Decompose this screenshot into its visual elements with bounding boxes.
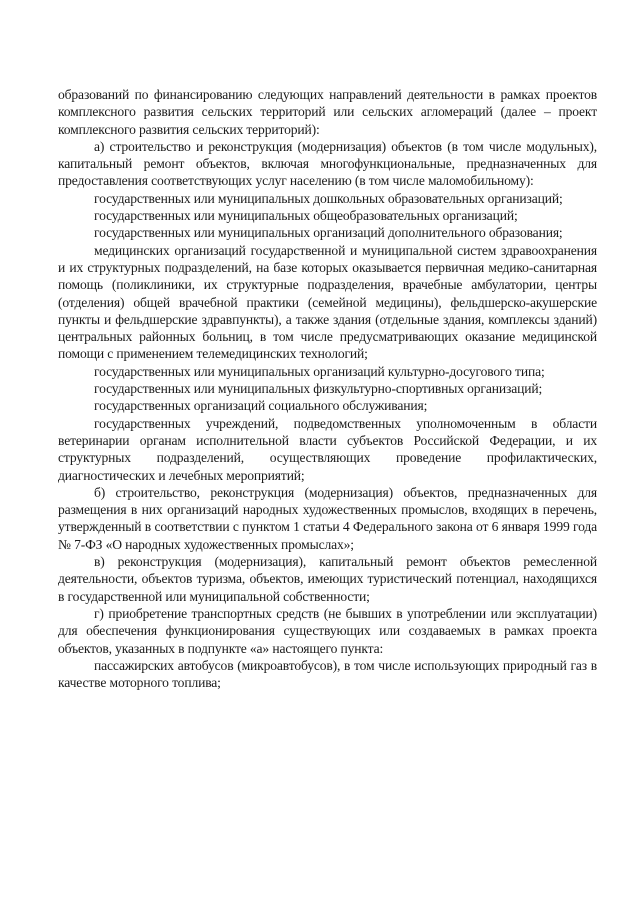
paragraph-7: государственных или муниципальных физкультурно-спортивных организаций; bbox=[94, 381, 543, 397]
document-text-body bbox=[58, 86, 597, 691]
paragraph-6: государственных или муниципальных организаций культурно-досугового типа; bbox=[94, 363, 545, 379]
paragraph-9: государственных учреждений, подведомственных уполномоченным в области ветеринарии органам исполнительной власти субъектов Российской Федерации, и их структурных подразделений, осуществляющих проведение профилактических, диагностических и лечебных мероприятий; bbox=[58, 415, 597, 483]
paragraph-4: государственных или муниципальных организаций дополнительного образования; bbox=[94, 225, 563, 241]
paragraph-5: медицинских организаций государственной и муниципальной систем здравоохранения и их структурных подразделений, на базе которых оказывается первичная медико-санитарная помощь (поликлиники, их структурные подразделения, врачебные амбулатории, центры (отделения) общей врачебной практики (семейной медицины), фельдшерско-акушерские пункты и фельдшерские здравпункты), а также здания (отдельные здания, комплексы зданий) центральных районных больниц, в том числе предусматривающих оказание медицинской помощи с применением телемедицинских технологий; bbox=[58, 242, 597, 362]
paragraph-2: государственных или муниципальных дошкольных образовательных организаций; bbox=[94, 190, 563, 206]
paragraph-3: государственных или муниципальных общеобразовательных организаций; bbox=[94, 208, 518, 224]
paragraph-10: б) строительство, реконструкция (модернизация) объектов, предназначенных для размещения в них организаций народных художественных промыслов, входящих в перечень, утвержденный в соответствии с пунктом 1 статьи 4 Федерального закона от 6 января 1999 года № 7-ФЗ «О народных художественных промыслах»; bbox=[58, 484, 597, 552]
paragraph-0: образований по финансированию следующих направлений деятельности в рамках проектов комплексного развития сельских территорий или сельских агломераций (далее – проект комплексного развития сельских территорий): bbox=[58, 87, 597, 137]
paragraph-13: пассажирских автобусов (микроавтобусов), в том числе использующих природный газ в качестве моторного топлива; bbox=[58, 657, 597, 691]
paragraph-11: в) реконструкция (модернизация), капитальный ремонт объектов ремесленной деятельности, объектов туризма, объектов, имеющих туристический потенциал, находящихся в государственной или муниципальной собственности; bbox=[58, 554, 597, 604]
paragraph-12: г) приобретение транспортных средств (не бывших в употреблении или эксплуатации) для обеспечения функционирования существующих или создаваемых в рамках проекта объектов, указанных в подпункте «а» настоящего пункта: bbox=[58, 605, 597, 656]
paragraph-1: а) строительство и реконструкция (модернизация) объектов (в том числе модульных), капитальный ремонт объектов, включая многофункциональные, предназначенных для предоставления соответствующих услуг населению (в том числе маломобильному): bbox=[58, 138, 597, 189]
paragraph-8: государственных организаций социального обслуживания; bbox=[94, 398, 428, 414]
